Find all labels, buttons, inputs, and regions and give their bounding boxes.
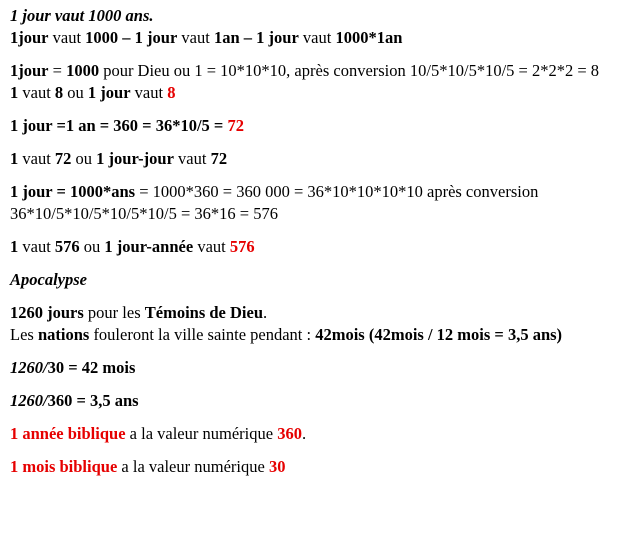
text-run: nations [37,325,90,344]
heading [10,5,622,27]
result-line-576 [10,236,622,258]
text-run: a la valeur numérique [117,457,269,476]
text-run: 1000*1an [335,28,403,47]
text-run: 1 jour-année [104,237,194,256]
text-run: 1260/ [10,358,48,377]
highlight-value: 72 [227,116,244,135]
text-run: vaut [173,149,211,168]
text-run: 1jour [10,61,49,80]
highlight-value: 30 [268,457,286,476]
conversion-paragraph [10,60,622,82]
text-run: . [301,424,307,443]
highlight-term: 1 mois biblique [10,457,118,476]
text-run: 1 jour = 1000*ans [10,182,136,201]
text-run: 30 = 42 mois [47,358,136,377]
text-run: pour Dieu ou 1 = 10*10*10, après conversion 10/5*10/5*10/5 = 2*2*2 = 8 [99,61,600,80]
highlight-value: 360 [277,424,302,443]
text-run: 1260 jours [10,303,84,322]
text-run: Les [10,325,38,344]
document-body [10,5,622,478]
section-heading-text: Apocalypse [10,270,87,289]
highlight-term: 1 année biblique [10,424,126,443]
result-line-72 [10,148,622,170]
text-run: a la valeur numérique [125,424,278,443]
text-run: 360 = 3,5 ans [47,391,139,410]
months-equation [10,357,622,379]
text-run: 1 [10,149,19,168]
text-run: 1 jour =1 an = 360 = 36*10/5 = [10,116,228,135]
text-run: vaut [193,237,230,256]
text-run: ou [63,83,88,102]
highlight-value: 576 [229,237,255,256]
text-run: Témoins de Dieu [144,303,264,322]
year-equation [10,115,622,137]
thousand-years-paragraph [10,181,622,225]
biblical-year-line [10,423,622,445]
text-run: = [48,61,67,80]
text-run: 576 [54,237,80,256]
text-run: . [263,303,268,322]
text-run: ou [79,237,105,256]
text-run: 72 [54,149,72,168]
text-run: ou [71,149,97,168]
result-line-8 [10,82,622,104]
text-run: 1 [10,237,19,256]
biblical-month-line [10,456,622,478]
years-equation [10,390,622,412]
text-run: 1 jour-jour [96,149,174,168]
text-run: vaut [298,28,336,47]
heading-text: 1 jour vaut 1000 ans. [10,6,154,25]
witnesses-line [10,302,622,324]
text-run: 8 [54,83,64,102]
text-run: 1000 – 1 jour [85,28,178,47]
text-run: 1000 [66,61,100,80]
text-run: vaut [48,28,86,47]
text-run: 1260/ [10,391,48,410]
text-run: 42mois (42mois / 12 mois = 3,5 ans) [315,325,563,344]
text-run: 1an – 1 jour [213,28,299,47]
text-run: 1 jour [87,83,131,102]
text-run: vaut [18,237,55,256]
text-run: pour les [83,303,145,322]
highlight-value: 8 [167,83,176,102]
text-run: vaut [177,28,214,47]
text-run: 1jour [10,28,49,47]
text-run: vaut [18,83,55,102]
nations-paragraph [10,324,622,346]
equivalence-line [10,27,622,49]
text-run: 1 [10,83,19,102]
text-run: vaut [130,83,168,102]
text-run: = 1000*360 = 360 000 = 36*10*10*10*10 après conversion 36*10/5*10/5*10/5*10/5 = 36*16 = 576 [10,182,539,223]
section-heading-apocalypse [10,269,622,291]
text-run: fouleront la ville sainte pendant : [89,325,316,344]
text-run: 72 [210,149,228,168]
text-run: vaut [18,149,55,168]
